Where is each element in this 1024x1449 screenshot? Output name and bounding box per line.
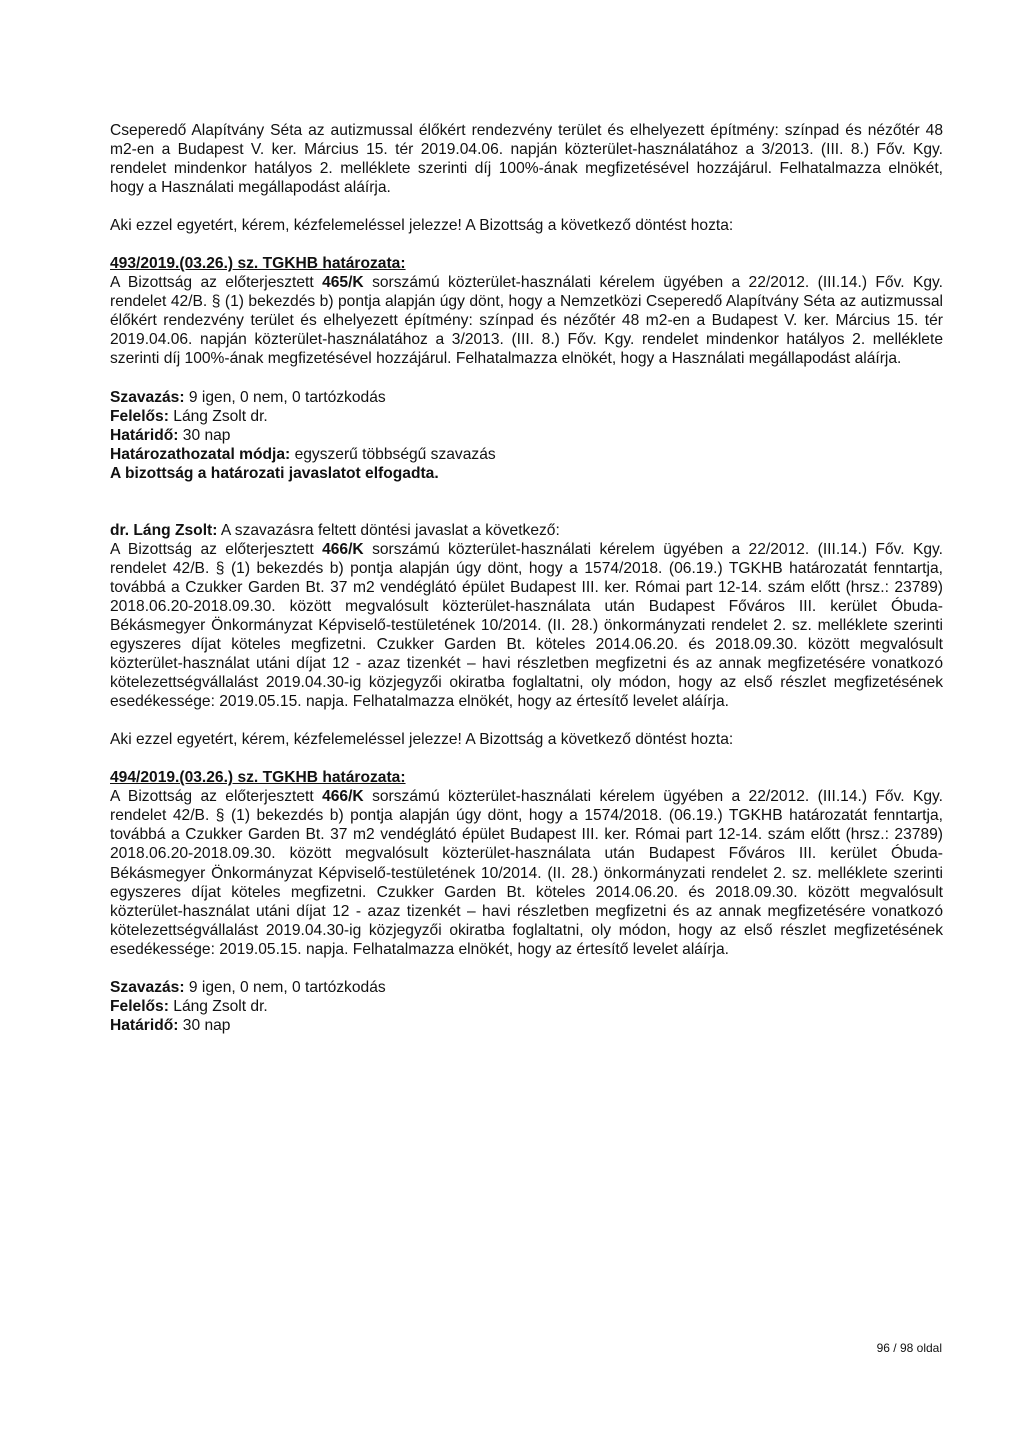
- method-value: egyszerű többségű szavazás: [290, 445, 496, 463]
- resolution-493-heading: 493/2019.(03.26.) sz. TGKHB határozata:: [110, 255, 406, 273]
- speaker-line: [110, 521, 943, 540]
- resolution-493-number: 465/K: [322, 274, 364, 292]
- responsible-label: Felelős:: [110, 997, 169, 1015]
- vote-label: Szavazás:: [110, 978, 185, 996]
- accepted-text: A bizottság a határozati javaslatot elfogadta.: [110, 464, 439, 482]
- page-number: 96 / 98 oldal: [876, 1341, 942, 1355]
- resolution-493-post: sorszámú közterület-használati kérelem ügyében a 22/2012. (III.14.) Főv. Kgy. rendelet 42/B. § (1) bekezdés b) pontja alapján úgy dönt, hogy a Nemzetközi Cseperedő Alapítvány Séta az autizmussal élőkért rendezvény terület és elhelyezett építmény: színpad és nézőtér 48 m2-en a Budapest V. ker. Március 15. tér 2019.04.06. napján közterület-használatához a 3/2013. (III. 8.) Főv. Kgy. rendelet mindenkor hatályos 2. melléklete szerinti díj 100%-ának megfizetésével hozzájárul. Felhatalmazza elnökét, hogy a Használati megállapodást aláírja.: [110, 274, 943, 368]
- resolution-494-heading: 494/2019.(03.26.) sz. TGKHB határozata:: [110, 769, 406, 787]
- vote-value: 9 igen, 0 nem, 0 tartózkodás: [184, 978, 386, 996]
- proposal-number: 466/K: [322, 540, 364, 558]
- speaker-intro: A szavazásra feltett döntési javaslat a következő:: [217, 521, 560, 539]
- resolution-493-accepted: [110, 464, 943, 483]
- vote-label: Szavazás:: [110, 388, 185, 406]
- proposal-post: sorszámú közterület-használati kérelem ügyében a 22/2012. (III.14.) Főv. Kgy. rendelet 42/B. § (1) bekezdés b) pontja alapján úgy dönt, hogy a 1574/2018. (06.19.) TGKHB határozatát fenntartja, továbbá a Czukker Garden Bt. 37 m2 vendéglátó épület Budapest III. ker. Római part 12-14. szám előtt (hrsz.: 23789) 2018.06.20-2018.09.30. között megvalósult közterület-használata után Budapest Főváros III. kerület Óbuda-Békásmegyer Önkormányzat Képviselő-testületének 10/2014. (II. 28.) önkormányzati rendelet 2. sz. melléklete szerinti egyszeres díjat köteles megfizetni. Czukker Garden Bt. köteles 2014.06.20. és 2018.09.30. között megvalósult közterület-használat utáni díjat 12 - azaz tizenkét – havi részletben megfizetni és az annak megfizetésére vonatkozó kötelezettségvállalást 2019.04.30-ig közjegyzői okiratba foglaltatni, oly módon, hogy az első részlet megfizetésének esedékessége: 2019.05.15. napja. Felhatalmazza elnökét, hogy az értesítő levelet aláírja.: [110, 540, 943, 711]
- deadline-value: 30 nap: [178, 1016, 231, 1034]
- resolution-494-title: [110, 768, 943, 787]
- vote-call-1: Aki ezzel egyetért, kérem, kézfelemeléssel jelezze! A Bizottság a következő döntést hozta:: [110, 217, 734, 235]
- resolution-493-vote: [110, 388, 943, 407]
- deadline-label: Határidő:: [110, 426, 179, 444]
- resolution-493-pre: A Bizottság az előterjesztett: [110, 274, 323, 292]
- resolution-494-responsible: [110, 997, 943, 1016]
- responsible-value: Láng Zsolt dr.: [168, 997, 268, 1015]
- responsible-label: Felelős:: [110, 407, 169, 425]
- proposal-body: [110, 540, 943, 711]
- resolution-494-body: [110, 787, 943, 958]
- deadline-label: Határidő:: [110, 1016, 179, 1034]
- paragraph-continuation: Cseperedő Alapítvány Séta az autizmussal élőkért rendezvény terület és elhelyezett építmény: színpad és nézőtér 48 m2-en a Budapest V. ker. Március 15. tér 2019.04.06. napján közterület-használatához a 3/2013. (III. 8.) Főv. Kgy. rendelet mindenkor hatályos 2. melléklete szerinti díj 100%-ának megfizetésével hozzájárul. Felhatalmazza elnökét, hogy a Használati megállapodást aláírja.: [110, 122, 943, 197]
- resolution-493-body: [110, 273, 943, 368]
- resolution-493-responsible: [110, 407, 943, 426]
- resolution-493-method: [110, 445, 943, 464]
- document-page: [110, 121, 943, 1035]
- vote-call-2: Aki ezzel egyetért, kérem, kézfelemeléssel jelezze! A Bizottság a következő döntést hozta:: [110, 731, 734, 749]
- resolution-494-post: sorszámú közterület-használati kérelem ügyében a 22/2012. (III.14.) Főv. Kgy. rendelet 42/B. § (1) bekezdés b) pontja alapján úgy dönt, hogy a 1574/2018. (06.19.) TGKHB határozatát fenntartja, továbbá a Czukker Garden Bt. 37 m2 vendéglátó épület Budapest III. ker. Római part 12-14. szám előtt (hrsz.: 23789) 2018.06.20-2018.09.30. között megvalósult közterület-használata után Budapest Főváros III. kerület Óbuda-Békásmegyer Önkormányzat Képviselő-testületének 10/2014. (II. 28.) önkormányzati rendelet 2. sz. melléklete szerinti egyszeres díjat köteles megfizetni. Czukker Garden Bt. köteles 2014.06.20. és 2018.09.30. között megvalósult közterület-használat utáni díjat 12 - azaz tizenkét – havi részletben megfizetni és az annak megfizetésére vonatkozó kötelezettségvállalást 2019.04.30-ig közjegyzői okiratba foglaltatni, oly módon, hogy az első részlet megfizetésének esedékessége: 2019.05.15. napja. Felhatalmazza elnökét, hogy az értesítő levelet aláírja.: [110, 788, 943, 958]
- resolution-493-deadline: [110, 426, 943, 445]
- resolution-494-deadline: [110, 1016, 943, 1035]
- responsible-value: Láng Zsolt dr.: [168, 407, 268, 425]
- resolution-493-title: [110, 254, 943, 273]
- resolution-494-pre: A Bizottság az előterjesztett: [110, 788, 323, 806]
- proposal-pre: A Bizottság az előterjesztett: [110, 540, 323, 558]
- resolution-494-number: 466/K: [322, 788, 364, 806]
- vote-value: 9 igen, 0 nem, 0 tartózkodás: [184, 388, 386, 406]
- resolution-494-vote: [110, 978, 943, 997]
- deadline-value: 30 nap: [178, 426, 231, 444]
- method-label: Határozathozatal módja:: [110, 445, 291, 463]
- speaker-name: dr. Láng Zsolt:: [110, 521, 218, 539]
